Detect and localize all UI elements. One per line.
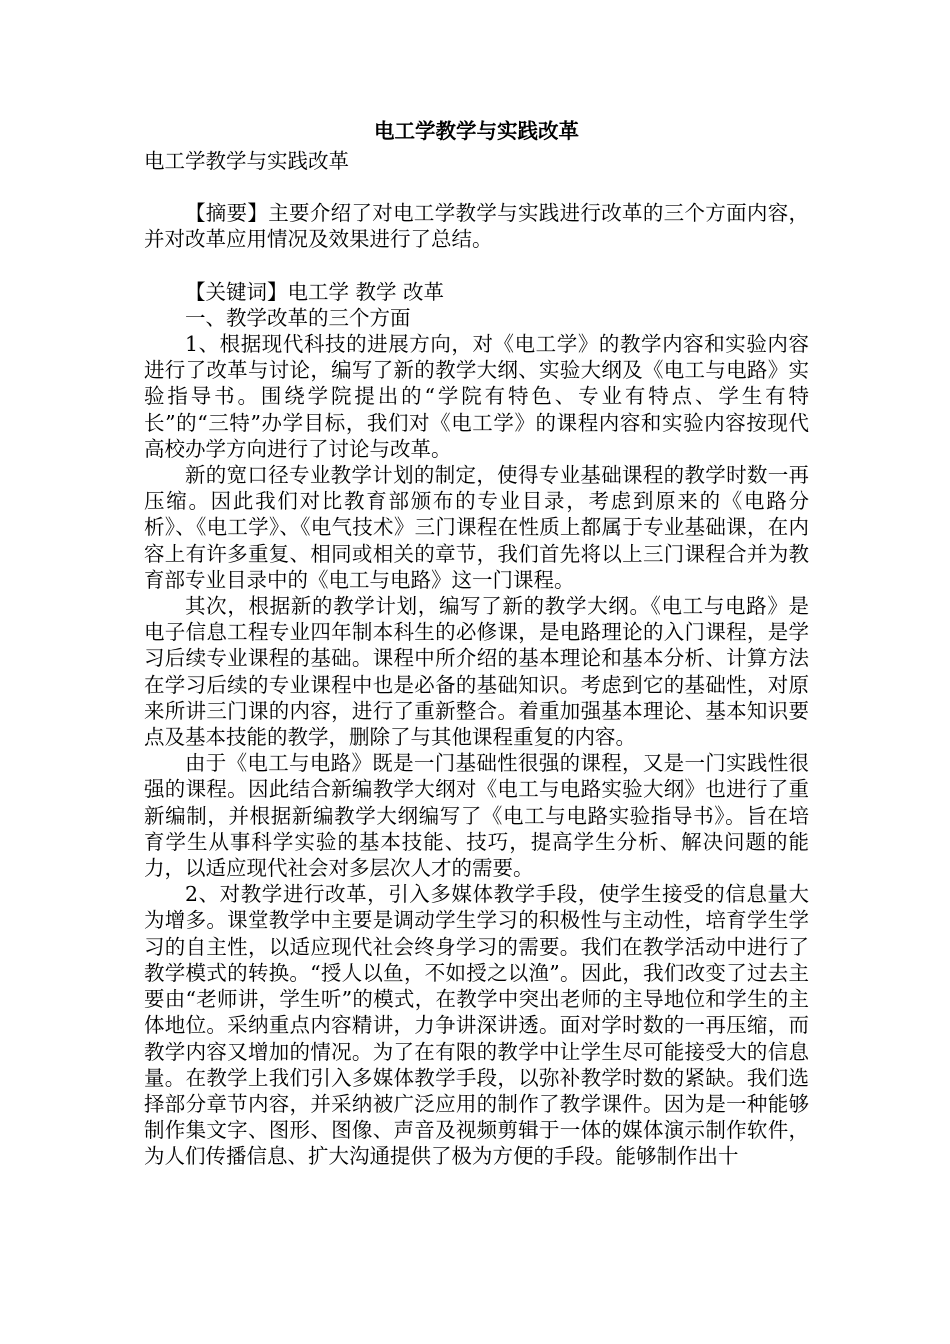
document-subtitle: 电工学教学与实践改革: [144, 149, 349, 173]
abstract-paragraph: 【摘要】主要介绍了对电工学教学与实践进行改革的三个方面内容，并对改革应用情况及效果进行了总结。: [144, 201, 809, 252]
body-paragraph: 其次，根据新的教学计划，编写了新的教学大纲。《电工与电路》是电子信息工程专业四年制本科生的必修课，是电路理论的入门课程，是学习后续专业课程的基础。课程中所介绍的基本理论和基本分析、计算方法在学习后续的专业课程中也是必备的基础知识。考虑到它的基础性，对原来所讲三门课的内容，进行了重新整合。着重加强基本理论、基本知识要点及基本技能的教学，删除了与其他课程重复的内容。: [144, 594, 809, 750]
keywords-line: 【关键词】电工学 教学 改革: [185, 279, 445, 304]
body-paragraph: 2、对教学进行改革，引入多媒体教学手段，使学生接受的信息量大为增多。课堂教学中主要是调动学生学习的积极性与主动性，培育学生学习的自主性，以适应现代社会终身学习的需要。我们在教学活动中进行了教学模式的转换。“授人以鱼，不如授之以渔”。因此，我们改变了过去主要由“老师讲，学生听”的模式，在教学中突出老师的主导地位和学生的主体地位。采纳重点内容精讲，力争讲深讲透。面对学时数的一再压缩，而教学内容又增加的情况。为了在有限的教学中让学生尽可能接受大的信息量。在教学上我们引入多媒体教学手段，以弥补教学时数的紧缺。我们选择部分章节内容，并采纳被广泛应用的制作了教学课件。因为是一种能够制作集文字、图形、图像、声音及视频剪辑于一体的媒体演示制作软件，为人们传播信息、扩大沟通提供了极为方便的手段。能够制作出十: [144, 882, 809, 1169]
spacer: [144, 174, 809, 200]
body-paragraph: 由于《电工与电路》既是一门基础性很强的课程，又是一门实践性很强的课程。因此结合新编教学大纲对《电工与电路实验大纲》也进行了重新编制，并根据新编教学大纲编写了《电工与电路实验指导书》。旨在培育学生从事科学实验的基本技能、技巧，提高学生分析、解决问题的能力，以适应现代社会对多层次人才的需要。: [144, 751, 809, 881]
document-page: [144, 118, 809, 1170]
body-paragraph: 1、根据现代科技的进展方向，对《电工学》的教学内容和实验内容进行了改革与讨论，编写了新的教学大纲、实验大纲及《电工与电路》实验指导书。围绕学院提出的“学院有特色、专业有特点、学生有特长”的“三特”办学目标，我们对《电工学》的课程内容和实验内容按现代高校办学方向进行了讨论与改革。: [144, 332, 809, 461]
section-heading: 一、教学改革的三个方面: [185, 305, 411, 330]
document-title: 电工学教学与实践改革: [374, 119, 579, 143]
spacer: [144, 253, 809, 279]
body-paragraph: 新的宽口径专业教学计划的制定，使得专业基础课程的教学时数一再压缩。因此我们对比教育部颁布的专业目录，考虑到原来的《电路分析》、《电工学》、《电气技术》三门课程在性质上都属于专业基础课，在内容上有许多重复、相同或相关的章节，我们首先将以上三门课程合并为教育部专业目录中的《电工与电路》这一门课程。: [144, 463, 809, 592]
